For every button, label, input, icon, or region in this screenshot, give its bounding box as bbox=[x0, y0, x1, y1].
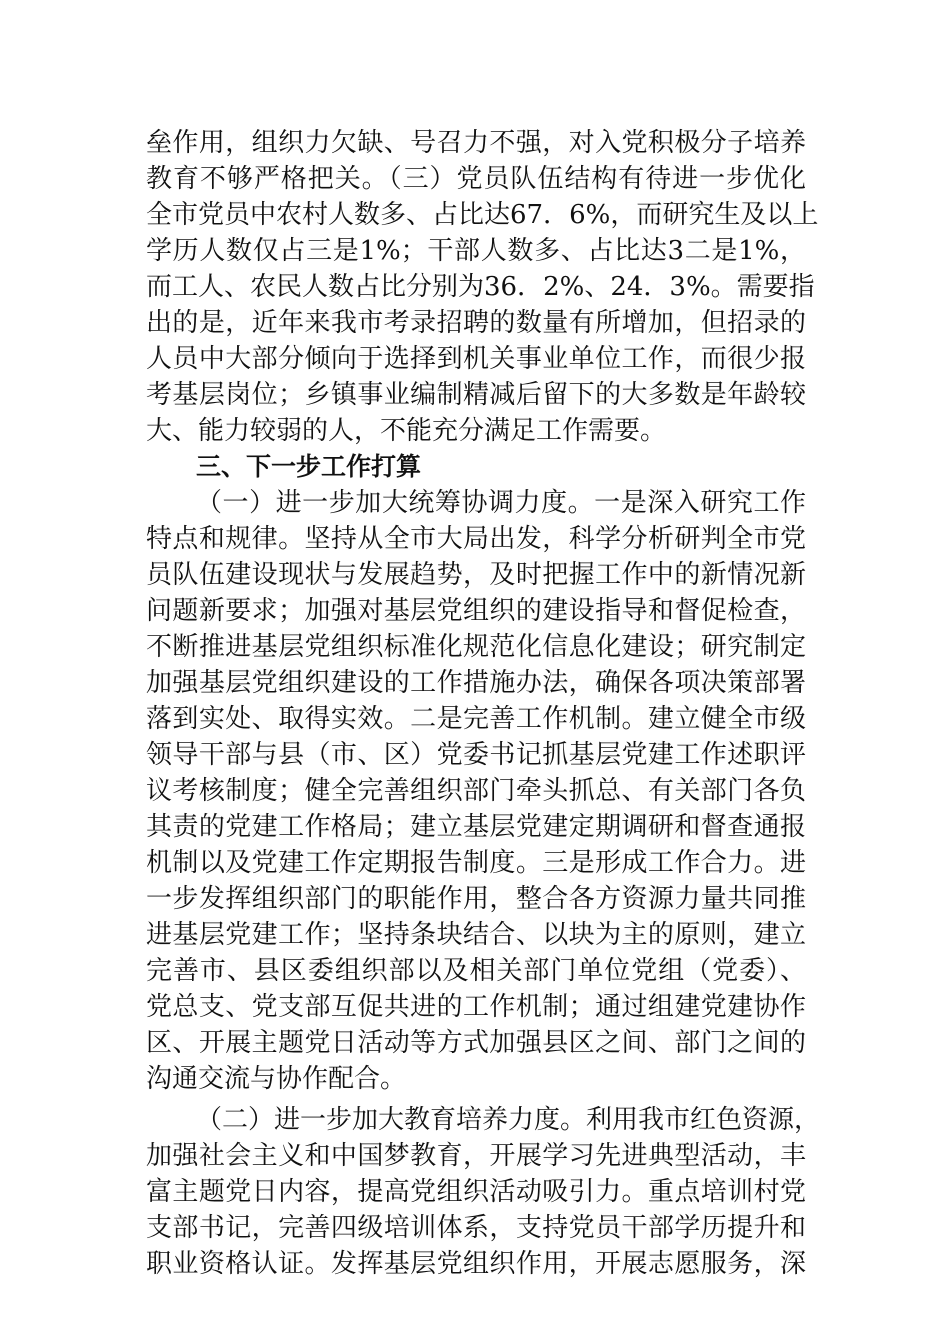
text-line: 机制以及党建工作定期报告制度。三是形成工作合力。进 bbox=[146, 848, 806, 878]
text-line: 其责的党建工作格局；建立基层党建定期调研和督查通报 bbox=[146, 812, 806, 842]
paragraph-first-line: （一）进一步加大统筹协调力度。一是深入研究工作 bbox=[196, 488, 806, 518]
text-line: 议考核制度；健全完善组织部门牵头抓总、有关部门各负 bbox=[146, 776, 806, 806]
text-line: 完善市、县区委组织部以及相关部门单位党组（党委）、 bbox=[146, 956, 806, 986]
text-line: 加强基层党组织建设的工作措施办法，确保各项决策部署 bbox=[146, 668, 806, 698]
text-line: 而工人、农民人数占比分别为36．2%、24．3%。需要指 bbox=[146, 272, 815, 302]
text-line: 人员中大部分倾向于选择到机关事业单位工作，而很少报 bbox=[146, 344, 806, 374]
text-line: 区、开展主题党日活动等方式加强县区之间、部门之间的 bbox=[146, 1028, 806, 1058]
text-line: 党总支、党支部互促共进的工作机制；通过组建党建协作 bbox=[146, 992, 806, 1022]
text-line: 考基层岗位；乡镇事业编制精减后留下的大多数是年龄较 bbox=[146, 380, 806, 410]
text-line: 进基层党建工作；坚持条块结合、以块为主的原则，建立 bbox=[146, 920, 806, 950]
paragraph-first-line: （二）进一步加大教育培养力度。利用我市红色资源， bbox=[196, 1105, 821, 1135]
text-line: 员队伍建设现状与发展趋势，及时把握工作中的新情况新 bbox=[146, 560, 806, 590]
text-line: 富主题党日内容，提高党组织活动吸引力。重点培训村党 bbox=[146, 1177, 806, 1207]
text-line: 一步发挥组织部门的职能作用，整合各方资源力量共同推 bbox=[146, 884, 806, 914]
text-line: 加强社会主义和中国梦教育，开展学习先进典型活动，丰 bbox=[146, 1141, 806, 1171]
text-line: 垒作用，组织力欠缺、号召力不强，对入党积极分子培养 bbox=[146, 128, 806, 158]
text-line: 出的是，近年来我市考录招聘的数量有所增加，但招录的 bbox=[146, 308, 806, 338]
text-line: 问题新要求；加强对基层党组织的建设指导和督促检查， bbox=[146, 596, 806, 626]
text-line: 沟通交流与协作配合。 bbox=[146, 1064, 407, 1094]
text-line: 学历人数仅占三是1%；干部人数多、占比达3二是1%， bbox=[146, 236, 806, 266]
text-line: 教育不够严格把关。（三）党员队伍结构有待进一步优化 bbox=[146, 164, 806, 194]
section-heading: 三、下一步工作打算 bbox=[196, 452, 422, 481]
text-line: 领导干部与县（市、区）党委书记抓基层党建工作述职评 bbox=[146, 740, 806, 770]
text-line: 特点和规律。坚持从全市大局出发，科学分析研判全市党 bbox=[146, 524, 806, 554]
text-line: 职业资格认证。发挥基层党组织作用，开展志愿服务，深 bbox=[146, 1249, 806, 1279]
text-line: 落到实处、取得实效。二是完善工作机制。建立健全市级 bbox=[146, 704, 806, 734]
text-line: 大、能力较弱的人，不能充分满足工作需要。 bbox=[146, 416, 667, 446]
text-line: 全市党员中农村人数多、占比达67．6%，而研究生及以上 bbox=[146, 200, 819, 230]
text-line: 支部书记，完善四级培训体系，支持党员干部学历提升和 bbox=[146, 1213, 806, 1243]
text-line: 不断推进基层党组织标准化规范化信息化建设；研究制定 bbox=[146, 632, 806, 662]
